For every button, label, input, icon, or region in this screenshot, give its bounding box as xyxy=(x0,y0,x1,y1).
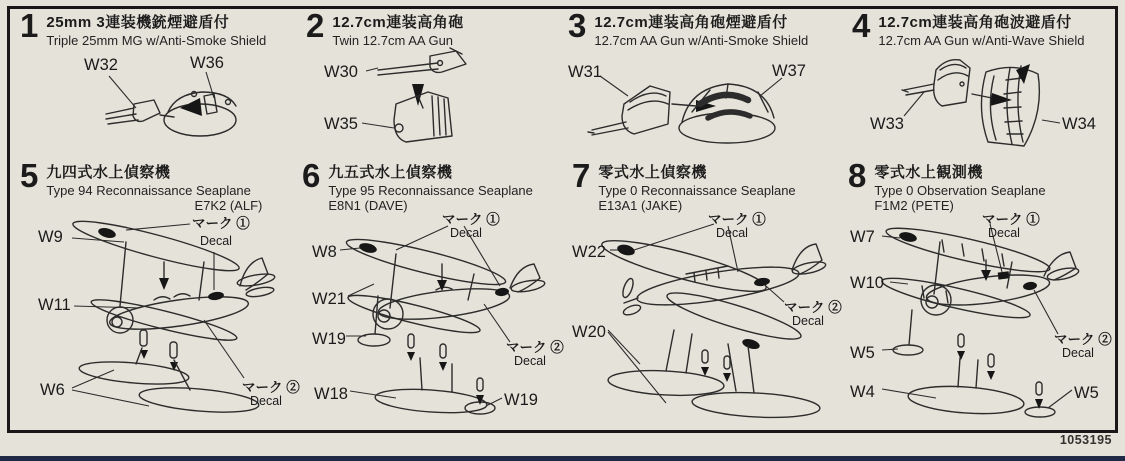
part-label-w19: W19 xyxy=(312,330,346,348)
section-title-japanese: 12.7cm連装高角砲波避盾付 xyxy=(878,14,1072,31)
section-title-english: Twin 12.7cm AA Gun xyxy=(332,33,454,48)
decal-mark1-label: マーク ① xyxy=(442,212,500,227)
section-1-triple-25mm-mg xyxy=(14,8,300,158)
mg-mount-part-drawing xyxy=(164,92,236,137)
decal-mark1-label: マーク ① xyxy=(708,212,766,227)
part-label-w33: W33 xyxy=(870,115,904,133)
sheet-serial-number: 1053195 xyxy=(1059,433,1112,447)
section-number: 6 xyxy=(302,157,320,194)
section-title-english: 12.7cm AA Gun w/Anti-Smoke Shield xyxy=(594,33,809,48)
part-label-w21: W21 xyxy=(312,290,346,308)
leader-lines xyxy=(72,224,244,406)
aa-gun-part-drawing xyxy=(378,48,466,75)
section-number: 7 xyxy=(572,157,590,194)
part-label-w32: W32 xyxy=(84,56,118,74)
section-header xyxy=(848,157,1046,213)
section-2-twin-127-aa-gun xyxy=(300,8,562,158)
decal-word: Decal xyxy=(988,226,1020,240)
section-title-english: Triple 25mm MG w/Anti-Smoke Shield xyxy=(46,33,267,48)
decal-mark2-label: マーク ② xyxy=(784,300,842,315)
decal-word: Decal xyxy=(200,234,232,248)
section-title-japanese: 12.7cm連装高角砲煙避盾付 xyxy=(594,14,788,31)
section-header xyxy=(20,7,267,48)
leader-lines xyxy=(362,68,394,128)
scan-edge-strip xyxy=(0,456,1125,461)
assembly-arrow-down xyxy=(412,84,424,106)
part-label-w6: W6 xyxy=(40,381,65,399)
section-header xyxy=(568,7,809,48)
section-title-english: Type 95 Reconnaissance Seaplane xyxy=(328,183,533,198)
section-title-japanese: 九五式水上偵察機 xyxy=(328,164,453,181)
decal-word: Decal xyxy=(450,226,482,240)
section-title-english: Type 94 Reconnaissance Seaplane xyxy=(46,183,251,198)
part-label-w11: W11 xyxy=(38,296,71,314)
part-label-w34: W34 xyxy=(1062,115,1096,133)
decal-word: Decal xyxy=(250,394,282,408)
part-label-w20: W20 xyxy=(572,323,606,341)
part-label-w4: W4 xyxy=(850,383,875,401)
section-header xyxy=(302,157,533,213)
section-title-japanese: 25mm 3連装機銃煙避盾付 xyxy=(46,14,230,31)
section-number: 5 xyxy=(20,157,38,194)
decal-word: Decal xyxy=(792,314,824,328)
leader-lines xyxy=(340,226,510,406)
decal-mark2-label: マーク ② xyxy=(506,340,564,355)
part-label-w10: W10 xyxy=(850,274,884,292)
section-4-aa-gun-anti-wave xyxy=(846,8,1114,158)
section-3-aa-gun-anti-smoke xyxy=(562,8,846,158)
decal-word: Decal xyxy=(514,354,546,368)
section-number: 2 xyxy=(306,7,324,44)
section-title-japanese: 九四式水上偵察機 xyxy=(46,164,171,181)
section-5-type94-seaplane xyxy=(14,157,300,430)
aircraft-code: F1M2 (PETE) xyxy=(874,198,954,213)
section-title-japanese: 零式水上偵察機 xyxy=(598,164,707,181)
wave-shield-part-drawing xyxy=(981,64,1039,146)
decal-mark2-label: マーク ② xyxy=(1054,332,1112,347)
part-label-w22: W22 xyxy=(572,243,606,261)
decal-word: Decal xyxy=(1062,346,1094,360)
turret-base-part-drawing xyxy=(679,84,775,143)
part-label-w35: W35 xyxy=(324,115,358,133)
seaplane-drawing xyxy=(344,231,546,415)
part-label-w7: W7 xyxy=(850,228,875,246)
part-label-w5: W5 xyxy=(850,344,875,362)
part-label-w30: W30 xyxy=(324,63,358,81)
decal-mark1-label: マーク ① xyxy=(982,212,1040,227)
section-6-type95-seaplane xyxy=(296,158,566,430)
assembly-arrow-right xyxy=(972,93,1012,106)
section-title-english: Type 0 Reconnaissance Seaplane xyxy=(598,183,796,198)
part-label-w31: W31 xyxy=(568,63,602,81)
section-number: 1 xyxy=(20,7,38,44)
part-label-w9: W9 xyxy=(38,228,63,246)
section-7-type0-recon-seaplane xyxy=(566,158,842,430)
section-header xyxy=(852,7,1085,48)
aircraft-code: E7K2 (ALF) xyxy=(194,198,263,213)
aircraft-code: E8N1 (DAVE) xyxy=(328,198,408,213)
part-label-w18: W18 xyxy=(314,385,348,403)
aircraft-code: E13A1 (JAKE) xyxy=(598,198,683,213)
part-label-w36: W36 xyxy=(190,54,224,72)
section-title-japanese: 零式水上観測機 xyxy=(874,164,983,181)
section-header xyxy=(306,7,464,48)
decal-mark1-label: マーク ① xyxy=(192,216,250,231)
part-label-w5b: W5 xyxy=(1074,384,1099,402)
section-number: 3 xyxy=(568,7,586,44)
gun-shield-part-drawing xyxy=(394,92,452,142)
section-title-japanese: 12.7cm連装高角砲 xyxy=(332,14,464,31)
section-8-type0-observation-seaplane xyxy=(842,158,1114,430)
section-header xyxy=(20,157,263,213)
section-header xyxy=(572,157,796,213)
part-label-w19b: W19 xyxy=(504,391,538,409)
part-label-w8: W8 xyxy=(312,243,337,261)
part-label-w37: W37 xyxy=(772,62,806,80)
leader-lines xyxy=(600,76,782,96)
decal-word: Decal xyxy=(716,226,748,240)
section-number: 4 xyxy=(852,7,870,44)
aa-gun-part-drawing xyxy=(588,86,670,135)
section-number: 8 xyxy=(848,157,866,194)
decal-mark2-label: マーク ② xyxy=(242,380,300,395)
aa-gun-part-drawing xyxy=(902,60,970,106)
section-title-english: Type 0 Observation Seaplane xyxy=(874,183,1046,198)
section-title-english: 12.7cm AA Gun w/Anti-Wave Shield xyxy=(878,33,1085,48)
